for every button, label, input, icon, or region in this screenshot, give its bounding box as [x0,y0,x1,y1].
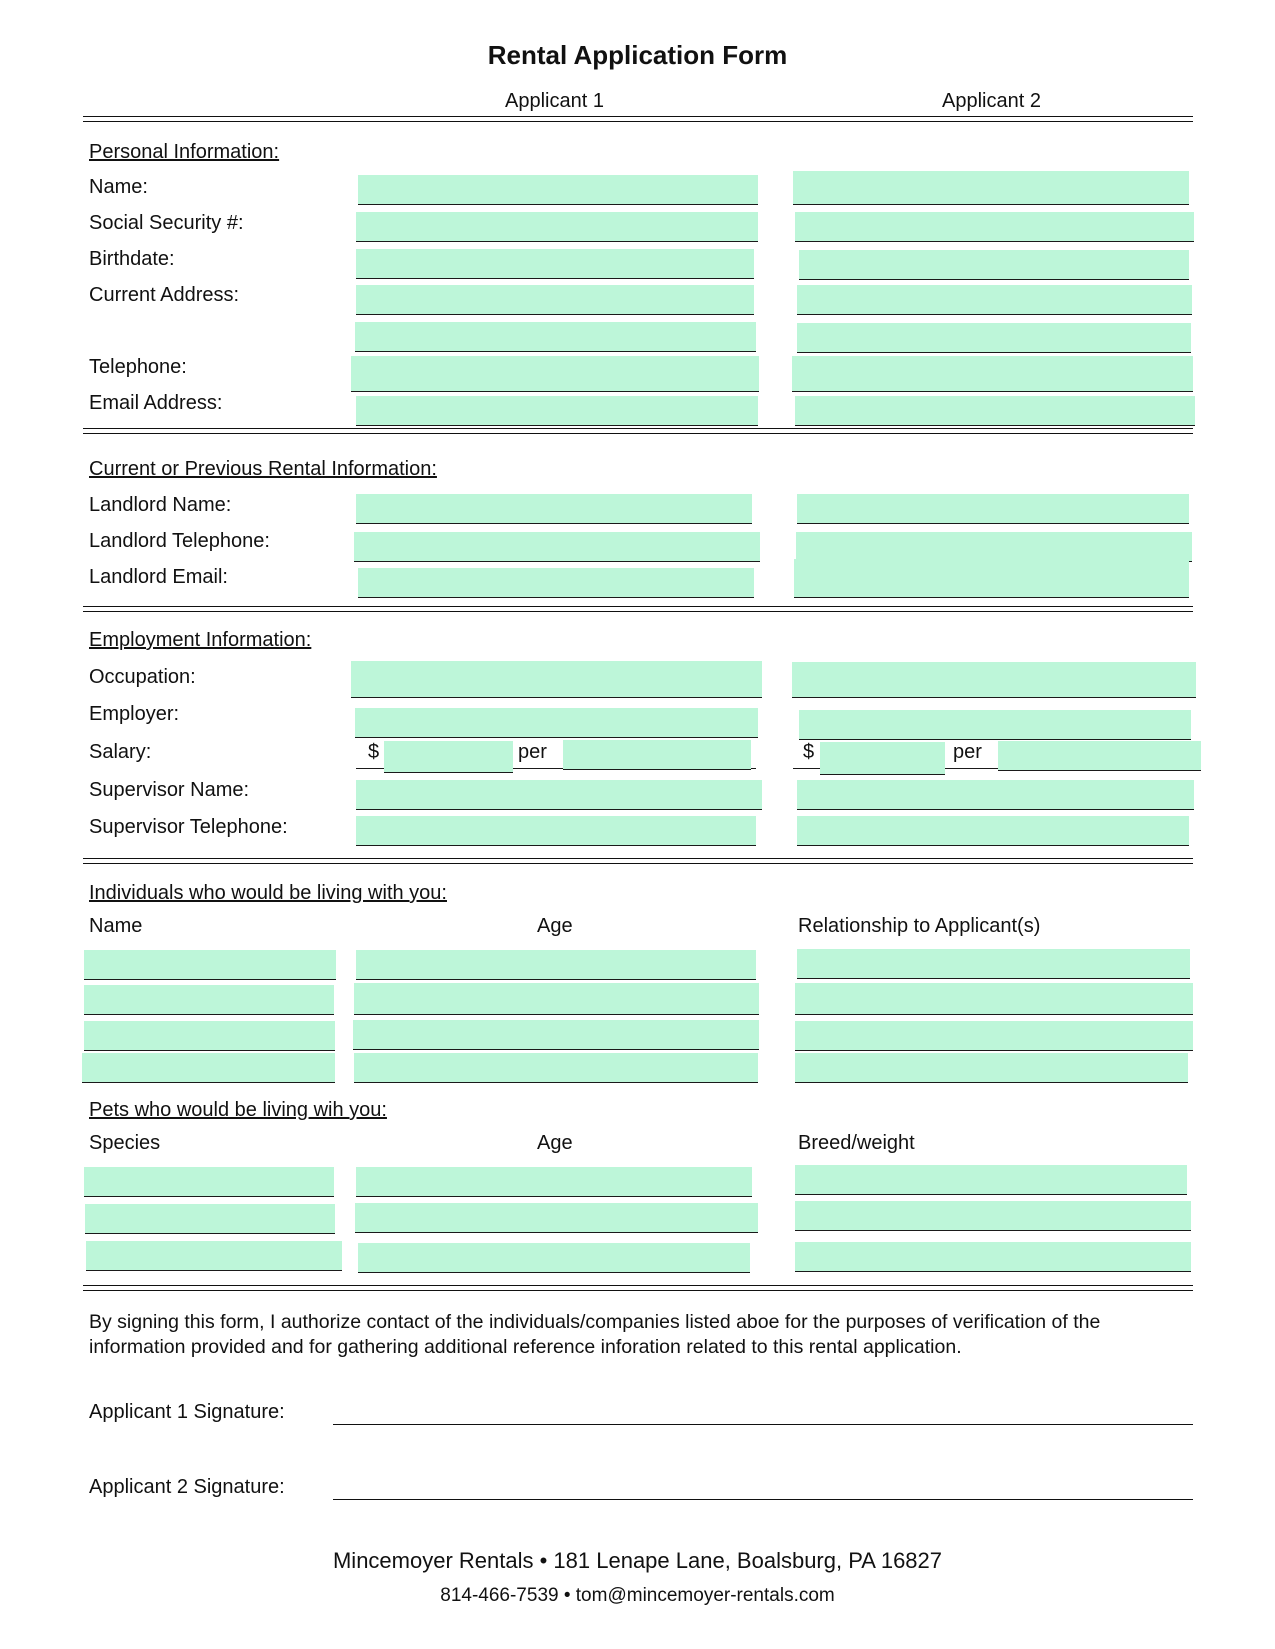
birthdate-label: Birthdate: [89,248,175,270]
applicant2-occupation-input[interactable] [792,662,1196,698]
footer-company-address: Mincemoyer Rentals • 181 Lenape Lane, Boalsburg, PA 16827 [332,1548,943,1573]
authorization-text: By signing this form, I authorize contact of the individuals/companies listed aboe for the purposes of verification of the information provided and for gathering additional reference inforation related to this rental application. [89,1311,1101,1358]
applicant2-ssn-input[interactable] [795,212,1194,242]
occupant-1-name-input[interactable] [84,950,336,980]
currency-symbol: $ [803,741,815,763]
occupant-1-age-input[interactable] [356,950,756,980]
applicant-1-signature-line[interactable] [333,1424,1193,1425]
occupants-heading: Individuals who would be living with you: [89,882,447,904]
applicant-2-signature-label: Applicant 2 Signature: [89,1476,285,1498]
pets-heading: Pets who would be living wih you: [89,1099,387,1121]
pet-age-column: Age [537,1132,573,1154]
occupant-2-age-input[interactable] [354,983,759,1015]
applicant2-supervisor-name-input[interactable] [797,780,1194,810]
applicant1-address-line2-input[interactable] [355,322,756,352]
applicant1-landlord-name-input[interactable] [356,494,752,524]
applicant2-supervisor-telephone-input[interactable] [797,816,1189,846]
per-label: per [953,741,982,763]
applicant2-name-input[interactable] [793,171,1189,205]
applicant2-address-line2-input[interactable] [797,323,1191,353]
applicant1-salary-amount-input[interactable] [384,741,513,773]
applicant2-telephone-input[interactable] [792,356,1193,392]
occupant-age-column: Age [537,915,573,937]
occupant-2-relationship-input[interactable] [795,983,1193,1015]
supervisor-name-label: Supervisor Name: [89,779,250,801]
landlord-telephone-label: Landlord Telephone: [89,530,270,552]
ssn-label: Social Security #: [89,212,244,234]
applicant1-telephone-input[interactable] [351,356,759,392]
applicant1-occupation-input[interactable] [351,661,762,698]
pet-2-species-input[interactable] [85,1204,335,1234]
pet-species-column: Species [89,1132,161,1154]
pet-3-breed-input[interactable] [795,1242,1191,1272]
applicant1-supervisor-name-input[interactable] [356,780,762,810]
occupant-name-column: Name [89,915,143,937]
applicant2-email-input[interactable] [795,396,1195,426]
divider [83,116,1193,122]
applicant2-landlord-name-input[interactable] [797,494,1189,524]
applicant1-birthdate-input[interactable] [356,249,754,279]
personal-info-heading: Personal Information: [89,141,280,163]
pet-3-species-input[interactable] [86,1241,342,1271]
landlord-name-label: Landlord Name: [89,494,232,516]
applicant1-landlord-email-input[interactable] [358,568,754,598]
occupant-4-age-input[interactable] [354,1053,758,1083]
name-label: Name: [89,176,148,198]
employer-label: Employer: [89,703,180,725]
applicant1-landlord-telephone-input[interactable] [354,532,760,562]
occupant-3-name-input[interactable] [84,1021,335,1051]
applicant1-address-line1-input[interactable] [356,285,754,315]
current-address-label: Current Address: [89,284,240,306]
occupant-relationship-column: Relationship to Applicant(s) [798,915,1041,937]
divider [83,1285,1193,1291]
applicant2-landlord-telephone-input[interactable] [796,532,1192,562]
employment-info-heading: Employment Information: [89,629,312,651]
applicant2-birthdate-input[interactable] [799,250,1189,280]
applicant1-email-input[interactable] [356,396,758,426]
supervisor-telephone-label: Supervisor Telephone: [89,816,288,838]
divider [83,606,1193,612]
occupant-3-relationship-input[interactable] [795,1021,1193,1051]
divider [83,858,1193,864]
applicant2-salary-amount-input[interactable] [820,742,945,775]
pet-2-age-input[interactable] [355,1203,758,1233]
applicant2-salary-period-input[interactable] [998,741,1201,771]
applicant2-employer-input[interactable] [799,710,1191,740]
pet-3-age-input[interactable] [358,1243,750,1273]
rental-info-heading: Current or Previous Rental Information: [89,458,437,480]
applicant-2-header: Applicant 2 [942,90,1041,112]
page-title: Rental Application Form [487,40,788,70]
applicant1-employer-input[interactable] [355,708,758,738]
applicant-2-signature-line[interactable] [333,1499,1193,1500]
email-label: Email Address: [89,392,223,414]
telephone-label: Telephone: [89,356,187,378]
footer-contact: 814-466-7539 • tom@mincemoyer-rentals.com [440,1585,835,1606]
per-label: per [518,741,547,763]
currency-symbol: $ [368,741,380,763]
applicant1-ssn-input[interactable] [356,212,758,242]
applicant1-supervisor-telephone-input[interactable] [356,816,756,846]
pet-1-breed-input[interactable] [795,1165,1187,1195]
salary-label: Salary: [89,741,152,763]
occupant-4-name-input[interactable] [82,1053,335,1083]
landlord-email-label: Landlord Email: [89,566,228,588]
applicant1-name-input[interactable] [358,175,758,205]
divider [83,428,1193,434]
occupant-3-age-input[interactable] [353,1020,759,1050]
occupant-2-name-input[interactable] [84,985,334,1015]
applicant2-address-line1-input[interactable] [797,285,1192,315]
applicant1-salary-period-input[interactable] [563,740,751,770]
applicant-1-signature-label: Applicant 1 Signature: [89,1401,285,1423]
pet-2-breed-input[interactable] [795,1201,1191,1231]
occupant-1-relationship-input[interactable] [797,949,1190,979]
occupant-4-relationship-input[interactable] [795,1053,1188,1083]
applicant2-landlord-email-input[interactable] [794,559,1189,598]
pet-1-species-input[interactable] [84,1167,334,1197]
pet-breed-column: Breed/weight [798,1132,915,1154]
occupation-label: Occupation: [89,666,196,688]
pet-1-age-input[interactable] [356,1167,752,1197]
applicant-1-header: Applicant 1 [505,90,604,112]
